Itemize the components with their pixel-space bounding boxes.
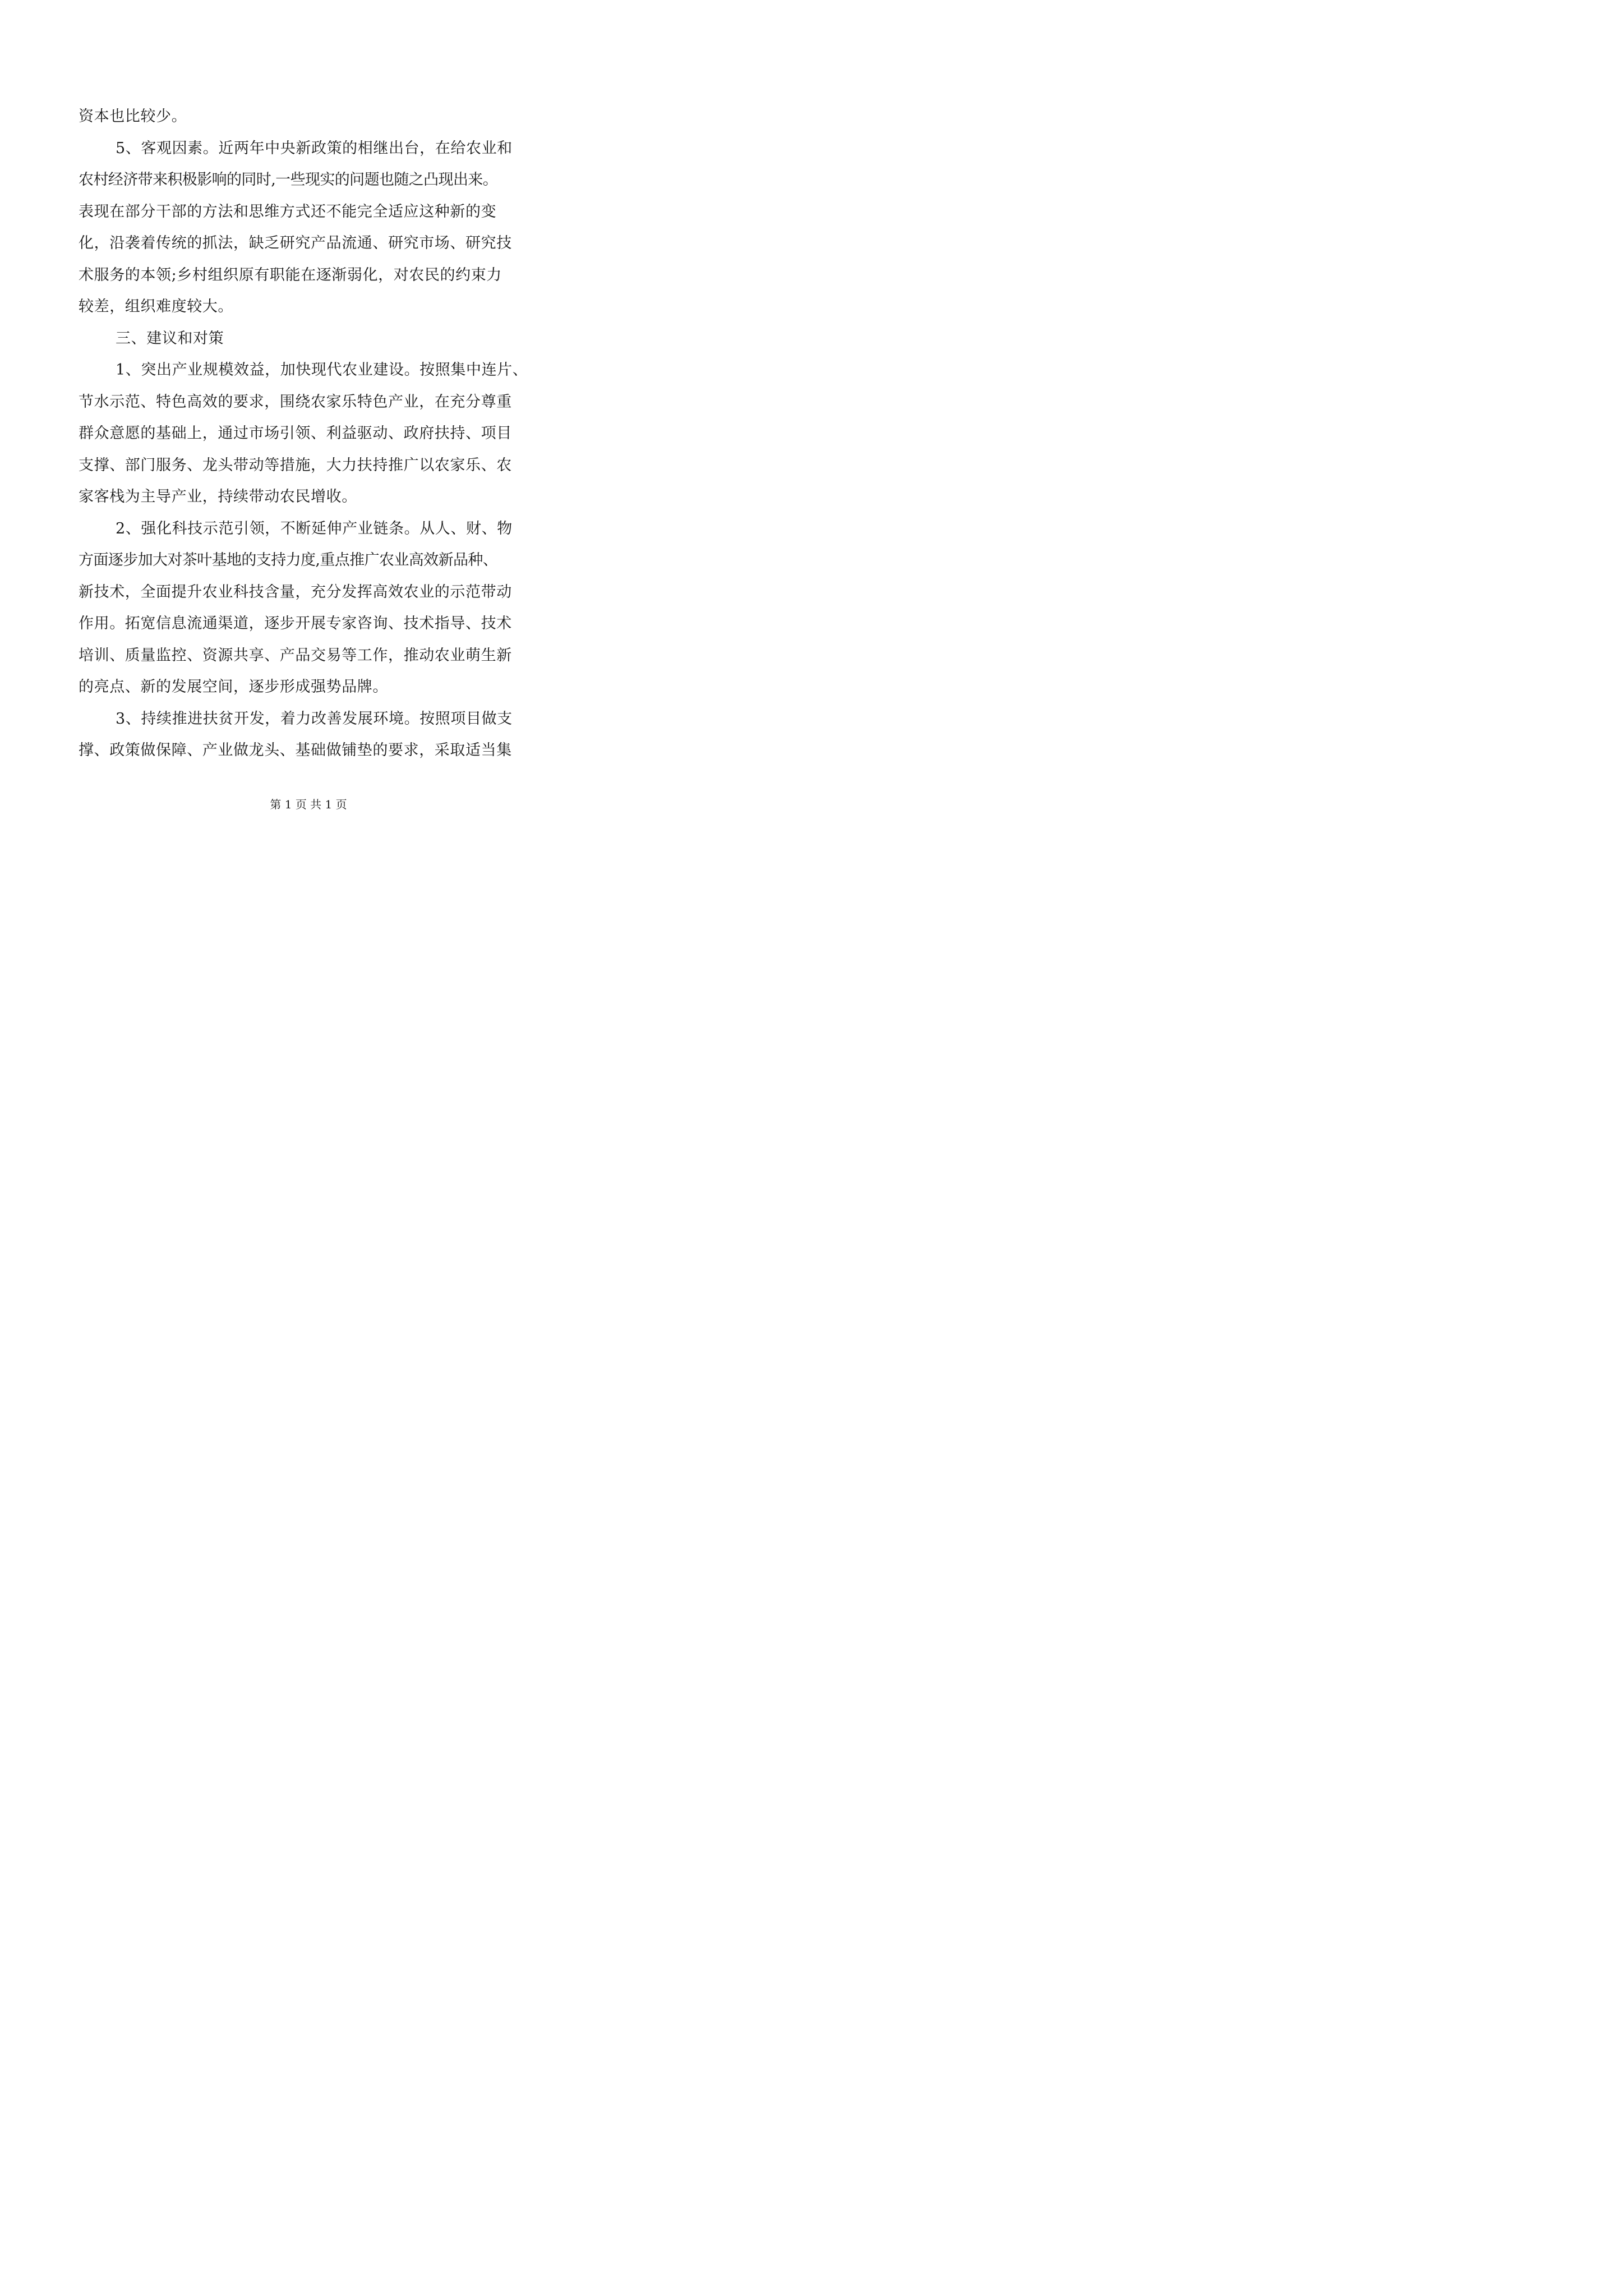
text-line: 家客栈为主导产业，持续带动农民增收。 <box>79 488 357 505</box>
text-line: 培训、质量监控、资源共享、产品交易等工作，推动农业萌生新 <box>79 646 512 664</box>
text-line: 表现在部分干部的方法和思维方式还不能完全适应这种新的变 <box>79 203 497 220</box>
text-line: 方面逐步加大对茶叶基地的支持力度,重点推广农业高效新品种、 <box>79 551 498 569</box>
document-body <box>79 101 544 767</box>
text-line: 节水示范、特色高效的要求，围绕农家乐特色产业，在充分尊重 <box>79 393 512 411</box>
text-line: 作用。拓宽信息流通渠道，逐步开展专家咨询、技术指导、技术 <box>79 615 512 632</box>
text-line: 的亮点、新的发展空间，逐步形成强势品牌。 <box>79 678 388 696</box>
document-page <box>0 0 617 873</box>
text-line: 2、强化科技示范引领，不断延伸产业链条。从人、财、物 <box>116 519 513 537</box>
text-line: 5、客观因素。近两年中央新政策的相继出台，在给农业和 <box>116 139 513 157</box>
text-line: 资本也比较少。 <box>79 108 187 125</box>
text-line: 支撑、部门服务、龙头带动等措施，大力扶持推广以农家乐、农 <box>79 456 512 474</box>
text-line: 1、突出产业规模效益，加快现代农业建设。按照集中连片、 <box>116 361 528 379</box>
page-number-label: 第 1 页 共 1 页 <box>270 798 347 811</box>
page-footer <box>0 796 617 813</box>
text-line: 较差，组织难度较大。 <box>79 298 233 315</box>
text-line: 新技术，全面提升农业科技含量，充分发挥高效农业的示范带动 <box>79 583 512 601</box>
text-line: 撑、政策做保障、产业做龙头、基础做铺垫的要求，采取适当集 <box>79 742 512 759</box>
section-heading: 三、建议和对策 <box>116 329 224 347</box>
text-line: 群众意愿的基础上，通过市场引领、利益驱动、政府扶持、项目 <box>79 425 512 442</box>
text-line: 3、持续推进扶贫开发，着力改善发展环境。按照项目做支 <box>116 710 513 728</box>
text-line: 术服务的本领;乡村组织原有职能在逐渐弱化，对农民的约束力 <box>79 266 502 284</box>
text-line: 农村经济带来积极影响的同时,一些现实的问题也随之凸现出来。 <box>79 171 498 188</box>
text-line: 化，沿袭着传统的抓法，缺乏研究产品流通、研究市场、研究技 <box>79 234 512 252</box>
